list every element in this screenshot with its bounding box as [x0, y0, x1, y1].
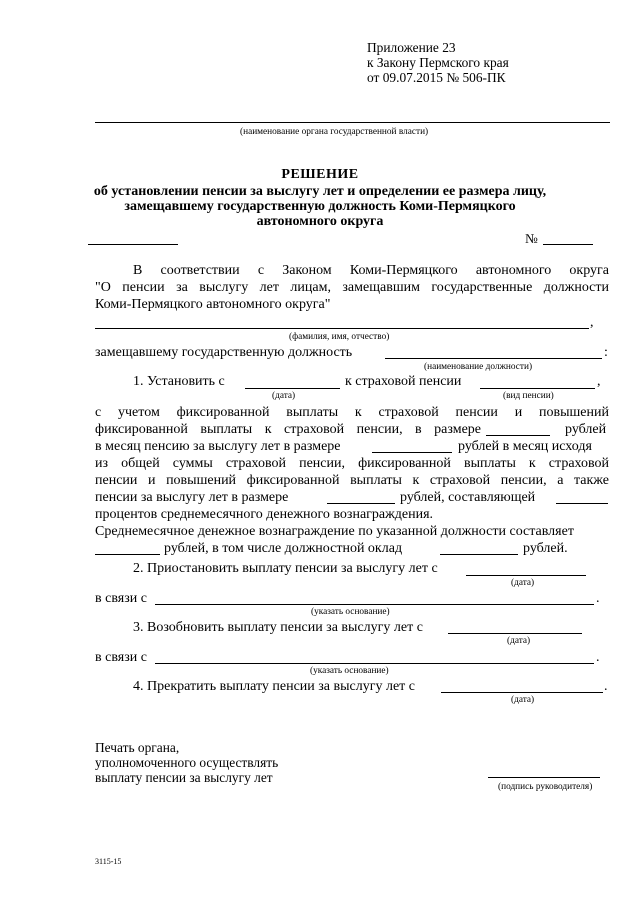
- item4-text: 4. Прекратить выплату пенсии за выслугу лет с: [133, 679, 416, 694]
- position-field-line: [385, 358, 602, 359]
- item3-reason-line: [155, 663, 594, 664]
- appendix-line-3: от 09.07.2015 № 506-ПК: [367, 70, 506, 85]
- item1-date-caption: (дата): [272, 391, 296, 401]
- subtitle-line-2: замещавшему государственную должность Коми-Пермяцкого: [124, 199, 516, 214]
- item1-line-7: процентов среднемесячного денежного вознаграждения.: [95, 507, 434, 522]
- number-label: №: [525, 231, 538, 246]
- item1-pension-amount-line: [372, 452, 452, 453]
- seal-line-1: Печать органа,: [95, 740, 180, 755]
- subtitle-line-3: автономного округа: [256, 214, 384, 229]
- item1-pension-type-line: [480, 388, 595, 389]
- seal-line-3: выплату пенсии за выслугу лет: [95, 770, 273, 785]
- item1-total-line: [327, 503, 395, 504]
- intro-line-2: "О пенсии за выслугу лет лицам, замещавшим государственные должности: [95, 280, 609, 295]
- item2-date-caption: (дата): [511, 578, 535, 588]
- appendix-block: [367, 40, 509, 85]
- authority-caption: (наименование органа государственной власти): [240, 127, 429, 137]
- seal-block: [95, 740, 278, 785]
- item2-reason-line: [155, 604, 594, 605]
- item1-line-4: из общей суммы страховой пенсии, фиксированной выплаты к страховой: [95, 456, 609, 471]
- salary-base-line: [440, 554, 518, 555]
- item1-amount-line: [486, 435, 550, 436]
- item4-date-line: [441, 692, 603, 693]
- item3-dot: .: [596, 650, 600, 665]
- item1-date-line: [245, 388, 340, 389]
- salary-line-1: Среднемесячное денежное вознаграждение по указанной должности составляет: [95, 524, 574, 539]
- item1-comma: ,: [597, 374, 601, 389]
- item2-dot: .: [596, 591, 600, 606]
- document-title: РЕШЕНИЕ: [281, 167, 359, 182]
- intro-line-3: Коми-Пермяцкого автономного округа": [95, 297, 331, 312]
- salary-amount-line: [95, 554, 160, 555]
- item4-date-caption: (дата): [511, 695, 535, 705]
- salary-part-1: рублей, в том числе должностной оклад: [164, 541, 403, 556]
- item2-text: 2. Приостановить выплату пенсии за выслугу лет с: [133, 561, 438, 576]
- item1-line-6: пенсии за выслугу лет в размере: [95, 490, 289, 505]
- item3-date-caption: (дата): [507, 636, 531, 646]
- decision-date-line: [88, 244, 178, 245]
- item1-middle: к страховой пенсии: [345, 374, 462, 389]
- item1-prefix: 1. Установить с: [133, 374, 225, 389]
- salary-part-2: рублей.: [523, 541, 568, 556]
- position-colon: :: [604, 345, 608, 360]
- document-subtitle: [0, 184, 640, 229]
- fio-field-line: [95, 328, 589, 329]
- fio-caption: (фамилия, имя, отчество): [289, 332, 390, 342]
- signature-line: [488, 777, 600, 778]
- position-text: замещавшему государственную должность: [95, 345, 353, 360]
- item1-line-2-end: рублей: [565, 422, 607, 437]
- item2-reason-caption: (указать основание): [311, 607, 390, 617]
- item1-line-6-end: рублей, составляющей: [400, 490, 536, 505]
- signature-caption: (подпись руководителя): [498, 782, 593, 792]
- item1-line-5: пенсии и повышений фиксированной выплаты к страховой пенсии, а также: [95, 473, 609, 488]
- item1-percent-line: [556, 503, 608, 504]
- item3-reason-caption: (указать основание): [310, 666, 389, 676]
- item1-line-3-end: рублей в месяц исходя: [458, 439, 592, 454]
- appendix-line-2: к Закону Пермского края: [367, 55, 509, 70]
- item1-type-caption: (вид пенсии): [503, 391, 554, 401]
- item3-text: 3. Возобновить выплату пенсии за выслугу лет с: [133, 620, 423, 635]
- intro-line-1: В соответствии с Законом Коми-Пермяцкого автономного округа: [133, 263, 609, 278]
- item4-dot: .: [604, 679, 608, 694]
- subtitle-line-1: об установлении пенсии за выслугу лет и определении ее размера лицу,: [93, 184, 547, 199]
- decision-number-line: [543, 244, 593, 245]
- seal-line-2: уполномоченного осуществлять: [95, 755, 279, 770]
- item1-line-3: в месяц пенсию за выслугу лет в размере: [95, 439, 341, 454]
- position-caption: (наименование должности): [424, 362, 533, 372]
- authority-field-line: [95, 122, 610, 123]
- item1-line-2: фиксированной выплаты к страховой пенсии, в размере: [95, 422, 481, 437]
- item2-reason-prefix: в связи с: [95, 591, 147, 606]
- fio-comma: ,: [590, 315, 594, 330]
- item3-date-line: [448, 633, 582, 634]
- footer-code: 3115-15: [95, 857, 122, 866]
- item2-date-line: [466, 575, 586, 576]
- item1-line-1: с учетом фиксированной выплаты к страховой пенсии и повышений: [95, 405, 609, 420]
- item3-reason-prefix: в связи с: [95, 650, 147, 665]
- appendix-line-1: Приложение 23: [367, 40, 456, 55]
